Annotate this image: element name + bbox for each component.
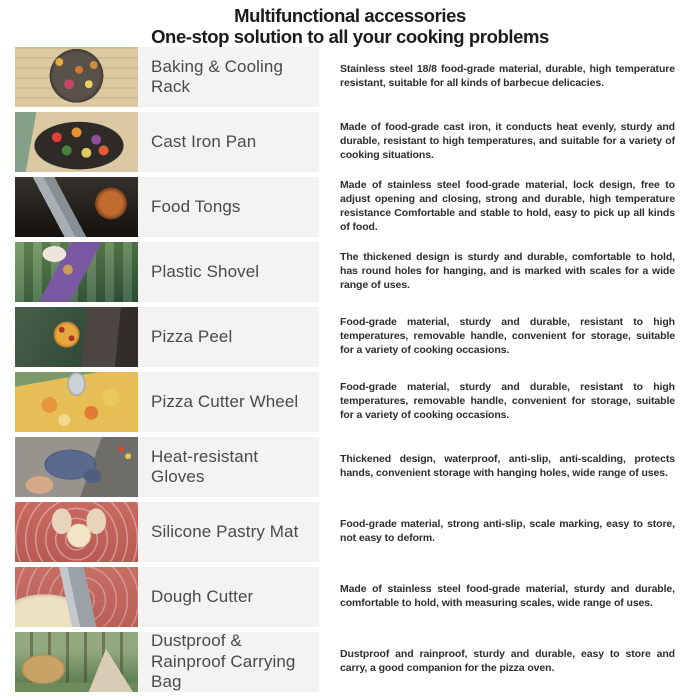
product-description: Food-grade material, sturdy and durable, resistant to high temperatures, removable handle, convenient for storage, suitable for a variety of cooking occasions. [340,381,675,421]
dough-cutter-photo [15,567,138,627]
product-description: Food-grade material, strong anti-slip, scale marking, easy to store, not easy to deform. [340,518,675,544]
product-row [15,112,700,172]
product-row [15,632,700,692]
product-description-cell [319,242,700,302]
product-name: Silicone Pastry Mat [151,521,299,541]
product-name-cell [138,177,319,237]
product-description-cell [319,112,700,172]
pizza-cutter-wheel-photo [15,372,138,432]
cast-iron-pan-photo [15,112,138,172]
product-row [15,372,700,432]
product-description: The thickened design is sturdy and durable, comfortable to hold, has round holes for hanging, and is marked with scales for a wide range of uses. [340,251,675,291]
page-title-line2: One-stop solution to all your cooking problems [151,26,549,47]
product-description-cell [319,47,700,107]
product-name: Dustproof & Rainproof Carrying Bag [151,631,296,692]
product-name-cell [138,567,319,627]
product-description-cell [319,177,700,237]
product-name-cell [138,437,319,497]
page-header [0,0,700,45]
product-row [15,502,700,562]
baking-cooling-rack-photo [15,47,138,107]
product-description: Dustproof and rainproof, sturdy and durable, easy to store and carry, a good companion for the pizza oven. [340,648,675,674]
product-row [15,177,700,237]
heat-resistant-gloves-photo [15,437,138,497]
product-name-cell [138,112,319,172]
product-name: Pizza Peel [151,326,233,346]
product-description: Thickened design, waterproof, anti-slip, anti-scalding, protects hands, convenient storage with hanging holes, wide range of uses. [340,453,675,479]
product-name-cell [138,632,319,692]
product-name: Cast Iron Pan [151,131,257,151]
product-table [0,47,700,692]
product-name-cell [138,47,319,107]
product-row [15,242,700,302]
product-description-cell [319,632,700,692]
product-row [15,567,700,627]
product-row [15,47,700,107]
silicone-pastry-mat-photo [15,502,138,562]
product-description: Stainless steel 18/8 food-grade material, durable, high temperature resistant, suitable for all kinds of barbecue delicacies. [340,63,675,89]
product-name-cell [138,502,319,562]
product-description-cell [319,307,700,367]
plastic-shovel-photo [15,242,138,302]
product-description: Made of stainless steel food-grade material, lock design, free to adjust opening and closing, strong and durable, high temperature resistance Comfortable and stable to hold, easy to pick up all kinds of food. [340,179,675,233]
product-name: Heat-resistant Gloves [151,446,259,486]
product-name: Baking & Cooling Rack [151,56,284,96]
food-tongs-photo [15,177,138,237]
pizza-peel-photo [15,307,138,367]
product-name: Dough Cutter [151,586,254,606]
product-name: Food Tongs [151,196,241,216]
product-description-cell [319,437,700,497]
carrying-bag-photo [15,632,138,692]
page-title-line1: Multifunctional accessories [234,5,466,26]
product-name-cell [138,307,319,367]
product-description-cell [319,372,700,432]
product-name-cell [138,372,319,432]
product-description: Food-grade material, sturdy and durable, resistant to high temperatures, removable handle, convenient for storage, suitable for a variety of cooking occasions. [340,316,675,356]
product-description-cell [319,502,700,562]
product-row [15,307,700,367]
product-row [15,437,700,497]
product-description: Made of stainless steel food-grade material, sturdy and durable, comfortable to hold, with measuring scales, wide range of uses. [340,583,675,609]
product-description-cell [319,567,700,627]
product-name: Pizza Cutter Wheel [151,391,299,411]
product-name-cell [138,242,319,302]
product-name: Plastic Shovel [151,261,260,281]
product-description: Made of food-grade cast iron, it conducts heat evenly, sturdy and durable, resistant to high temperatures, and suitable for a variety of cooking situations. [340,121,675,161]
